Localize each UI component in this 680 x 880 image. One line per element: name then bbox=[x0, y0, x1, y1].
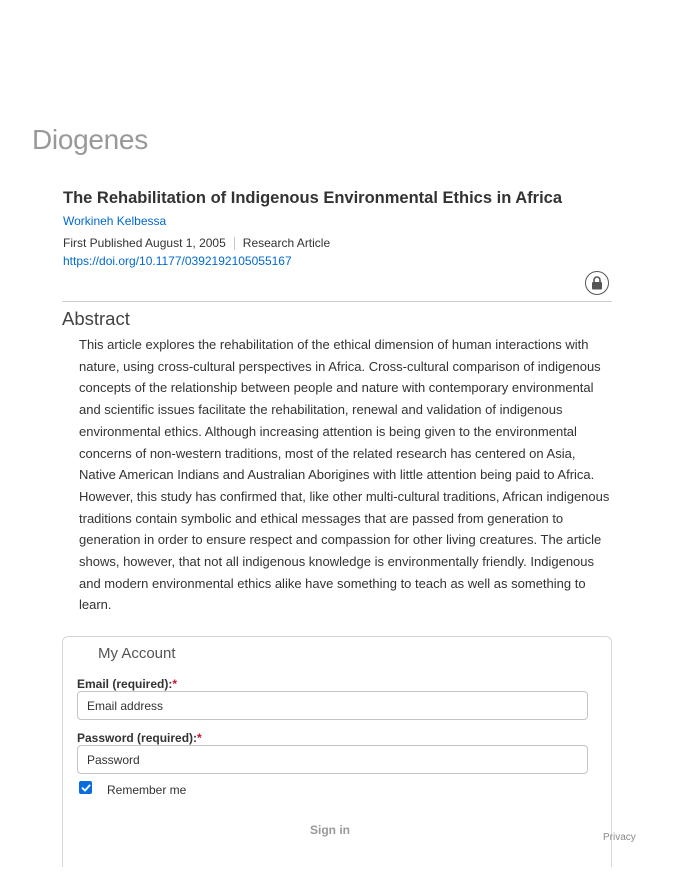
required-marker: * bbox=[197, 731, 202, 745]
publication-date: First Published August 1, 2005 bbox=[63, 236, 226, 250]
required-marker: * bbox=[172, 677, 178, 691]
password-label bbox=[77, 731, 202, 745]
article-meta bbox=[63, 236, 330, 250]
sign-in-button[interactable]: Sign in bbox=[310, 823, 350, 837]
email-field[interactable] bbox=[77, 691, 588, 720]
abstract-text: This article explores the rehabilitation of the ethical dimension of human interactions with nature, using cross-cultural perspectives in Africa. Cross-cultural comparison of indigenous concepts of the relationship between people and nature with contemporary environmental and scientific issues facilitate the rehabilitation, renewal and validation of indigenous environmental ethics. Although increasing attention is being given to the environmental concerns of non-western traditions, most of the related research has centered on Asia, Native American Indians and Australian Aborigines with little attention being paid to Africa. However, this study has confirmed that, like other multi-cultural traditions, African indigenous traditions contain symbolic and ethical messages that are passed from generation to generation in order to ensure respect and compassion for other living creatures. The article shows, however, that not all indigenous knowledge is environmentally friendly. Indigenous and modern environmental ethics alike have something to teach as well as something to learn. bbox=[79, 337, 610, 613]
article-type: Research Article bbox=[242, 236, 331, 250]
journal-title[interactable]: Diogenes bbox=[32, 124, 148, 155]
checkmark-icon bbox=[81, 783, 91, 793]
remember-me-checkbox[interactable] bbox=[79, 781, 92, 794]
author-link[interactable]: Workineh Kelbessa bbox=[63, 214, 167, 228]
section-divider bbox=[62, 301, 612, 302]
meta-separator bbox=[234, 237, 235, 250]
doi-link[interactable]: https://doi.org/10.1177/0392192105055167 bbox=[63, 254, 292, 268]
lock-icon bbox=[591, 276, 603, 290]
password-field[interactable] bbox=[77, 745, 588, 774]
abstract-heading: Abstract bbox=[62, 308, 130, 329]
privacy-link[interactable]: Privacy bbox=[603, 832, 636, 843]
access-lock-button[interactable] bbox=[585, 271, 609, 295]
email-label bbox=[77, 677, 177, 691]
email-label-text: Email (required): bbox=[77, 677, 173, 691]
article-title: The Rehabilitation of Indigenous Environmental Ethics in Africa bbox=[63, 189, 563, 207]
account-heading: My Account bbox=[98, 645, 176, 662]
password-label-text: Password (required): bbox=[77, 731, 198, 745]
remember-me-label[interactable]: Remember me bbox=[107, 783, 187, 797]
